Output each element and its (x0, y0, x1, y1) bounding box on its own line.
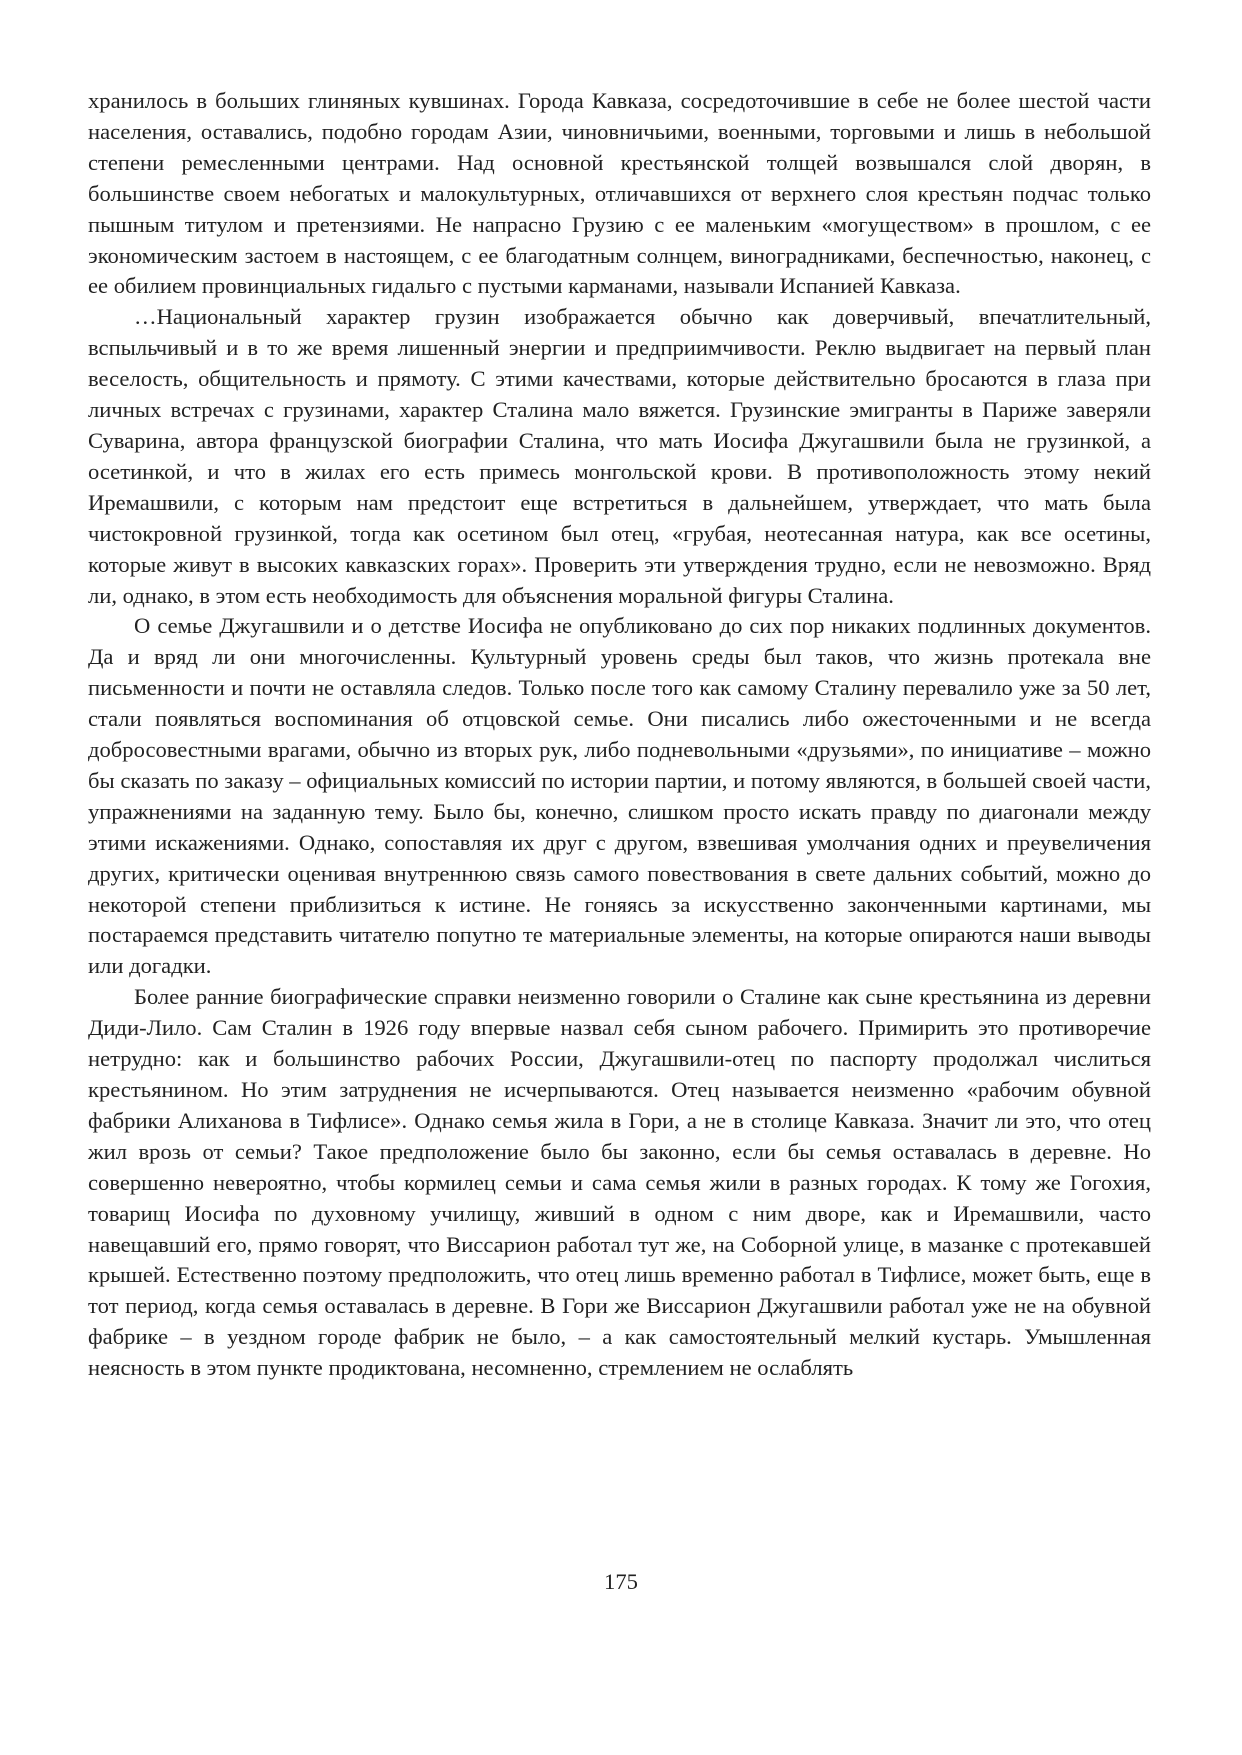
page-number: 175 (604, 1569, 638, 1594)
paragraph-biographical-notes: Более ранние биографические справки неизменно говорили о Сталине как сыне крестьянина из деревни Диди-Лило. Сам Сталин в 1926 году впервые назвал себя сыном рабочего. Примирить это противоречие нетрудно: как и большинство рабочих России, Джугашвили-отец по паспорту продолжал числиться крестьянином. Но этим затруднения не исчерпываются. Отец называется неизменно «рабочим обувной фабрики Алиханова в Тифлисе». Однако семья жила в Гори, а не в столице Кавказа. Значит ли это, что отец жил врозь от семьи? Такое предположение было бы законно, если бы семья оставалась в деревне. Но совершенно невероятно, чтобы кормилец семьи и сама семья жили в разных городах. К тому же Гогохия, товарищ Иосифа по духовному училищу, живший в одном с ним дворе, как и Иремашвили, часто навещавший его, прямо говорят, что Виссарион работал тут же, на Соборной улице, в мазанке с протекавшей крышей. Естественно поэтому предположить, что отец лишь временно работал в Тифлисе, может быть, еще в тот период, когда семья оставалась в деревне. В Гори же Виссарион Джугашвили работал уже не на обувной фабрике – в уездном городе фабрик не было, – а как самостоятельный мелкий кустарь. Умышленная неясность в этом пункте продиктована, несомненно, стремлением не ослаблять (88, 984, 1151, 1381)
page-body (88, 86, 1151, 1384)
paragraph-continuation: хранилось в больших глиняных кувшинах. Города Кавказа, сосредоточившие в себе не более шестой части населения, оставались, подобно городам Азии, чиновничьими, военными, торговыми и лишь в небольшой степени ремесленными центрами. Над основной крестьянской толщей возвышался слой дворян, в большинстве своем небогатых и малокультурных, отличавшихся от верхнего слоя крестьян подчас только пышным титулом и претензиями. Не напрасно Грузию с ее маленьким «могуществом» в прошлом, с ее экономическим застоем в настоящем, с ее благодатным солнцем, виноградниками, беспечностью, наконец, с ее обилием провинциальных гидальго с пустыми карманами, называли Испанией Кавказа. (88, 88, 1151, 299)
paragraph-national-character: …Национальный характер грузин изображается обычно как доверчивый, впечатлительный, вспыльчивый и в то же время лишенный энергии и предприимчивости. Реклю выдвигает на первый план веселость, общительность и прямоту. С этими качествами, которые действительно бросаются в глаза при личных встречах с грузинами, характер Сталина мало вяжется. Грузинские эмигранты в Париже заверяли Суварина, автора французской биографии Сталина, что мать Иосифа Джугашвили была не грузинкой, а осетинкой, и что в жилах его есть примесь монгольской крови. В противоположность этому некий Иремашвили, с которым нам предстоит еще встретиться в дальнейшем, утверждает, что мать была чистокровной грузинкой, тогда как осетином был отец, «грубая, неотесанная натура, как все осетины, которые живут в высоких кавказских горах». Проверить эти утверждения трудно, если не невозможно. Вряд ли, однако, в этом есть необходимость для объяснения моральной фигуры Сталина. (88, 304, 1151, 608)
paragraph-family-documents: О семье Джугашвили и о детстве Иосифа не опубликовано до сих пор никаких подлинных документов. Да и вряд ли они многочисленны. Культурный уровень среды был таков, что жизнь протекала вне письменности и почти не оставляла следов. Только после того как самому Сталину перевалило уже за 50 лет, стали появляться воспоминания об отцовской семье. Они писались либо ожесточенными и не всегда добросовестными врагами, обычно из вторых рук, либо подневольными «друзьями», по инициативе – можно бы сказать по заказу – официальных комиссий по истории партии, и потому являются, в большей своей части, упражнениями на заданную тему. Было бы, конечно, слишком просто искать правду по диагонали между этими искажениями. Однако, сопоставляя их друг с другом, взвешивая умолчания одних и преувеличения других, критически оценивая внутреннюю связь самого повествования в свете дальних событий, можно до некоторой степени приблизиться к истине. Не гоняясь за искусственно законченными картинами, мы постараемся представить читателю попутно те материальные элементы, на которые опираются наши выводы или догадки. (88, 613, 1151, 979)
